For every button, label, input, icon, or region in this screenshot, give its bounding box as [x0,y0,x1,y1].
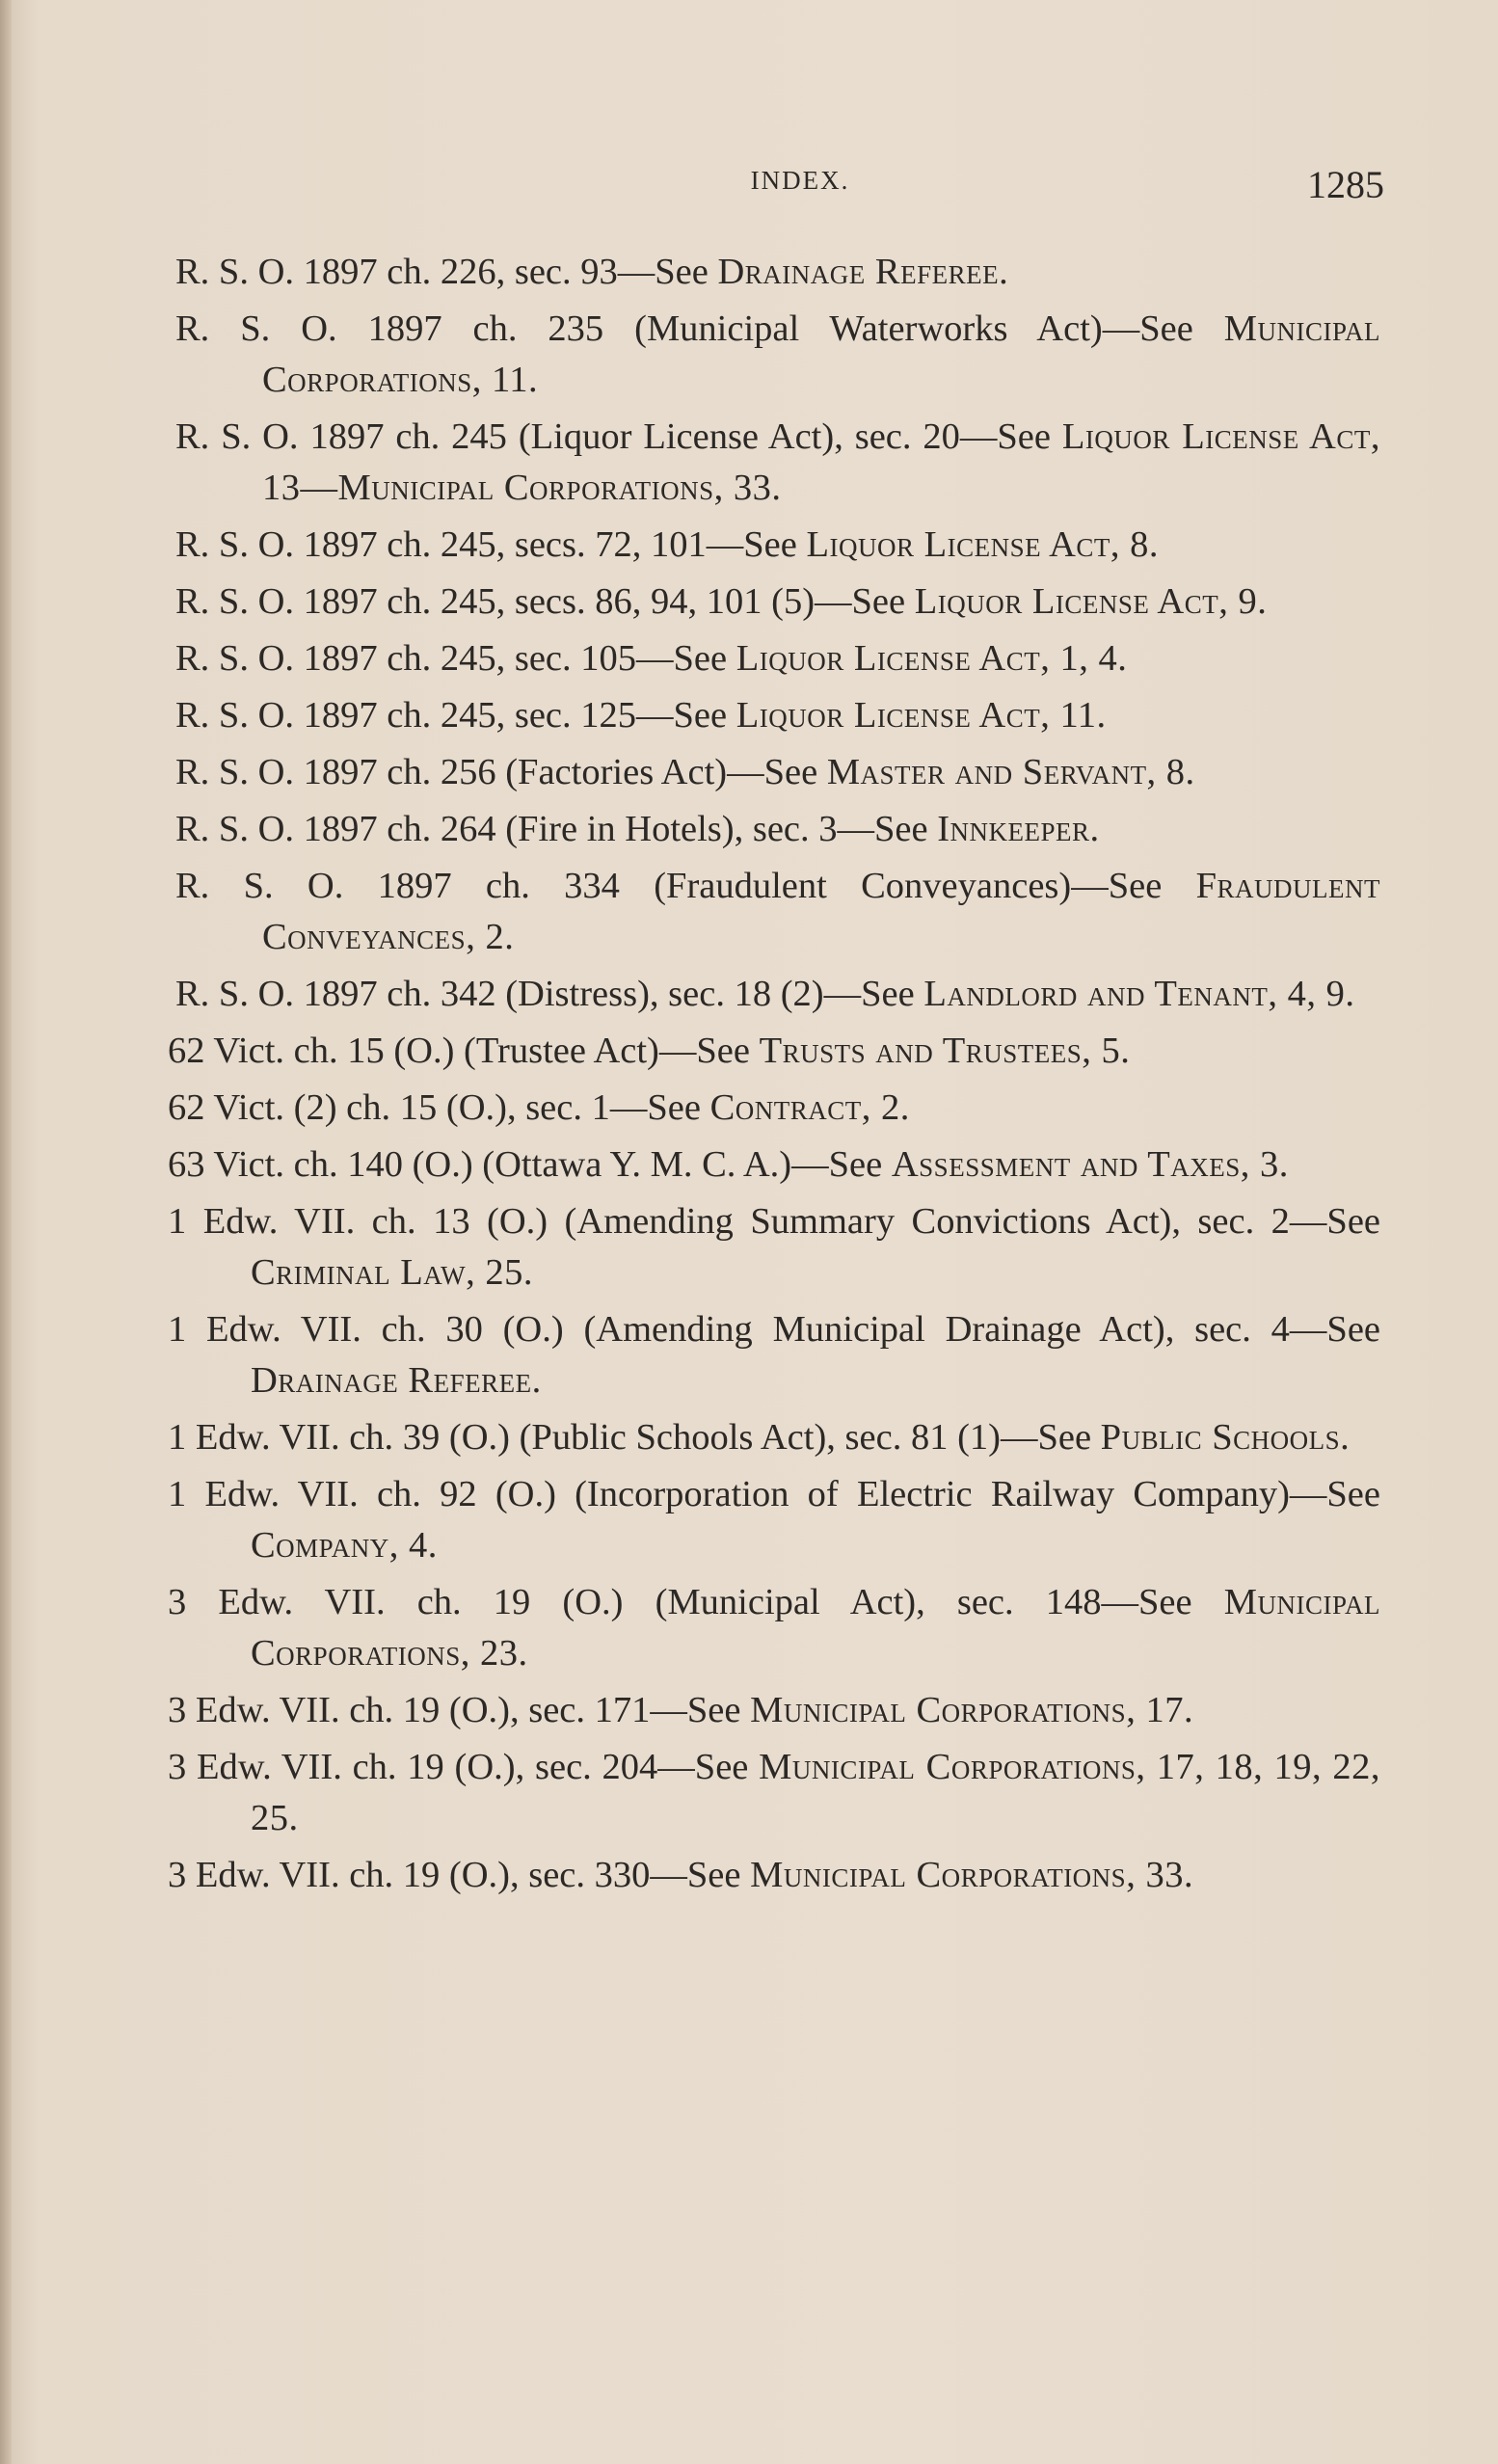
entry-reference: Liquor License Act, 11. [736,695,1107,736]
index-entry [168,1139,1380,1191]
index-entry [168,1412,1380,1463]
entry-citation: 1 Edw. VII. ch. 92 (O.) (Incorporation of Electric Railway Company)—See [168,1474,1380,1514]
entry-citation: R. S. O. 1897 ch. 334 (Fraudulent Conveyances)—See [175,866,1196,906]
entry-reference: Contract, 2. [709,1087,910,1128]
entry-reference: Landlord and Tenant, 4, 9. [923,974,1355,1014]
index-entry [175,804,1380,855]
entry-reference: Criminal Law, 25. [251,1252,534,1293]
entry-reference: Liquor License Act, 9. [914,581,1268,622]
page-spine-shadow [0,0,12,2464]
entry-citation: R. S. O. 1897 ch. 245, sec. 125—See [175,695,736,736]
entry-reference: Innkeeper. [937,809,1100,849]
entry-reference: Liquor License Act, 1, 4. [736,638,1128,679]
index-entries [168,247,1380,1907]
header-title: INDEX. [750,166,850,195]
entry-citation: R. S. O. 1897 ch. 235 (Municipal Waterworks Act)—See [175,308,1224,349]
index-entry [175,576,1380,628]
entry-reference: Liquor License Act, 8. [806,524,1160,565]
index-entry [175,247,1380,298]
entry-citation: 1 Edw. VII. ch. 39 (O.) (Public Schools Act), sec. 81 (1)—See [168,1417,1101,1458]
index-entry [168,1083,1380,1134]
index-entry [175,969,1380,1020]
entry-reference: Municipal Corporations, 17, 18, 19, 22, 25. [251,1747,1380,1838]
entry-reference: Drainage Referee. [717,252,1009,292]
index-entry [175,747,1380,798]
index-entry [175,861,1380,963]
entry-reference: Liquor License Act, 13—Municipal Corporations, 33. [262,416,1380,508]
entry-reference: Drainage Referee. [251,1360,542,1401]
entry-citation: R. S. O. 1897 ch. 245 (Liquor License Act), sec. 20—See [175,416,1062,457]
page-number: 1285 [1307,163,1384,206]
index-entry [175,520,1380,571]
running-header [0,162,1498,220]
entry-citation: 62 Vict. ch. 15 (O.) (Trustee Act)—See [168,1031,760,1071]
index-entry [175,412,1380,514]
index-entry [168,1196,1380,1299]
index-entry [168,1469,1380,1571]
index-entry [168,1304,1380,1406]
entry-citation: 1 Edw. VII. ch. 30 (O.) (Amending Municipal Drainage Act), sec. 4—See [168,1309,1380,1350]
index-entry [175,690,1380,741]
entry-citation: 3 Edw. VII. ch. 19 (O.), sec. 171—See [168,1690,751,1730]
entry-citation: 1 Edw. VII. ch. 13 (O.) (Amending Summary Convictions Act), sec. 2—See [168,1201,1380,1242]
entry-citation: 63 Vict. ch. 140 (O.) (Ottawa Y. M. C. A.)—See [168,1144,892,1185]
entry-citation: R. S. O. 1897 ch. 245, secs. 86, 94, 101 (5)—See [175,581,915,622]
entry-reference: Assessment and Taxes, 3. [891,1144,1289,1185]
entry-reference: Municipal Corporations, 17. [750,1690,1194,1730]
entry-reference: Master and Servant, 8. [826,752,1195,792]
index-entry [175,304,1380,406]
index-entry [168,1742,1380,1844]
entry-reference: Public Schools. [1100,1417,1351,1458]
index-entry [168,1685,1380,1736]
entry-citation: R. S. O. 1897 ch. 256 (Factories Act)—See [175,752,827,792]
entry-reference: Trusts and Trustees, 5. [759,1031,1131,1071]
entry-reference: Municipal Corporations, 33. [750,1855,1194,1895]
entry-citation: 3 Edw. VII. ch. 19 (O.) (Municipal Act), sec. 148—See [168,1582,1224,1622]
entry-citation: 3 Edw. VII. ch. 19 (O.), sec. 204—See [168,1747,760,1787]
entry-reference: Fraudulent Conveyances, 2. [262,866,1380,957]
entry-citation: R. S. O. 1897 ch. 342 (Distress), sec. 18 (2)—See [175,974,924,1014]
entry-citation: 3 Edw. VII. ch. 19 (O.), sec. 330—See [168,1855,751,1895]
entry-citation: R. S. O. 1897 ch. 245, secs. 72, 101—See [175,524,807,565]
index-entry [168,1577,1380,1679]
entry-reference: Municipal Corporations, 23. [251,1582,1380,1674]
index-entry [175,633,1380,684]
entry-citation: R. S. O. 1897 ch. 226, sec. 93—See [175,252,718,292]
index-entry [168,1026,1380,1077]
index-entry [168,1850,1380,1901]
entry-citation: R. S. O. 1897 ch. 245, sec. 105—See [175,638,736,679]
entry-reference: Company, 4. [251,1525,438,1566]
entry-citation: R. S. O. 1897 ch. 264 (Fire in Hotels), sec. 3—See [175,809,938,849]
entry-citation: 62 Vict. (2) ch. 15 (O.), sec. 1—See [168,1087,710,1128]
entry-reference: Municipal Corporations, 11. [262,308,1380,400]
